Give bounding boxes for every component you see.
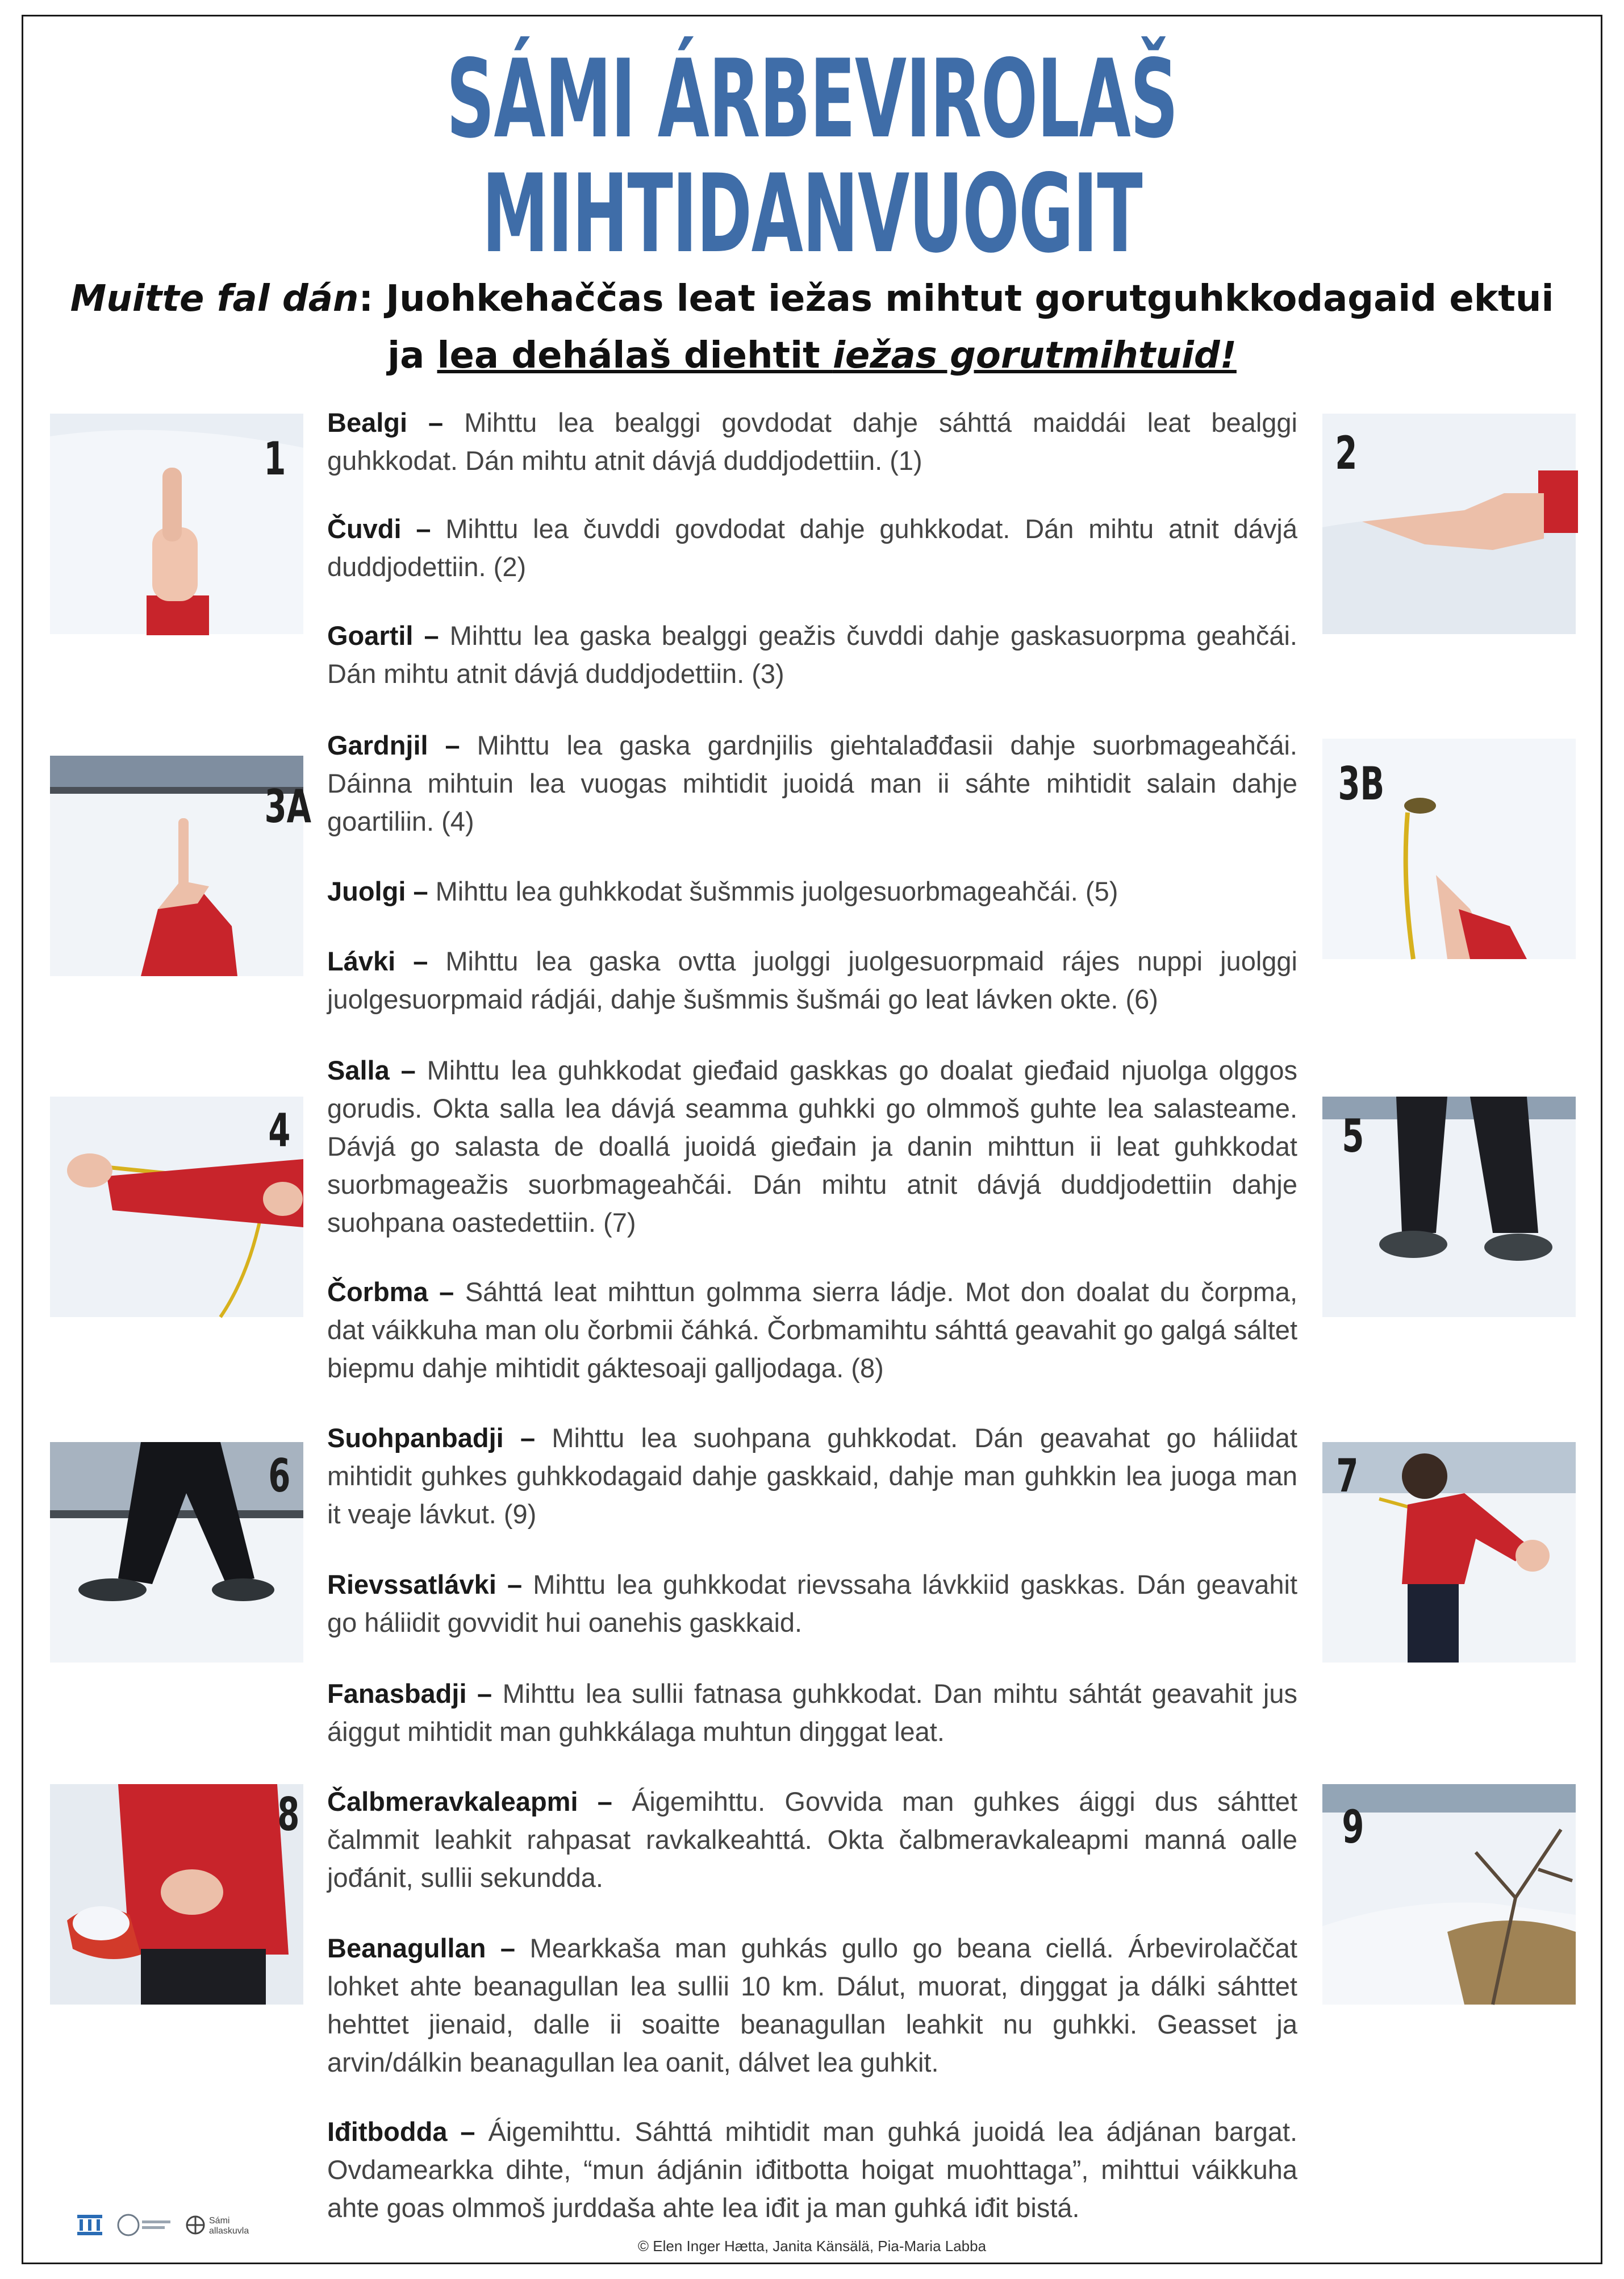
entry-salla xyxy=(327,1051,1297,1241)
entry-term: Rievssatlávki – xyxy=(327,1569,523,1599)
entry-lavki xyxy=(327,942,1297,1018)
poster-title-line-2: MIHTIDANVUOGIT xyxy=(482,151,1142,277)
entry-term: Juolgi – xyxy=(327,876,428,906)
step-photo-icon xyxy=(50,1442,303,1663)
entry-rievssatlavki xyxy=(327,1565,1297,1641)
photo-credit: © Elen Inger Hætta, Janita Känsälä, Pia-Maria Labba xyxy=(637,2238,987,2255)
subtitle-lead: Muitte fal dán xyxy=(70,278,359,320)
entry-text: Mihttu lea suohpana guhkkodat. Dán geavahat go háliidat mihtidit guhkes guhkkodagaid dahje gaskkaid, dahje man guhkkin lea juoga man it veaje lávkut. (9) xyxy=(327,1423,1297,1529)
entry-term: Suohpanbadji – xyxy=(327,1423,536,1453)
commission-emblem-icon xyxy=(116,2209,173,2241)
entry-term: Salla – xyxy=(327,1055,416,1085)
subtitle-rest: : Juohkehaččas leat iežas mihtut gorutguhkkodagaid ektui xyxy=(358,278,1554,320)
entry-term: Čalbmeravkaleapmi – xyxy=(327,1786,612,1816)
photo-4 xyxy=(50,1097,303,1317)
photo-label: 9 xyxy=(1342,1801,1364,1853)
allaskuvla-emblem-icon xyxy=(184,2209,207,2241)
entry-goartil xyxy=(327,616,1297,693)
entry-fanasbadji xyxy=(327,1674,1297,1751)
entry-suohpanbadji xyxy=(327,1419,1297,1533)
entry-text: Mihttu lea bealggi govdodat dahje sáhttá maiddái leat bealggi guhkkodat. Dán mihtu atnit dávjá duddjodettiin. (1) xyxy=(327,407,1297,476)
subtitle-ja: ja xyxy=(387,335,437,377)
entry-text: Mihttu lea gaska gardnjilis giehtalađđasii dahje suorbmageahčái. Dáinna mihtuin lea vuogas mihtidit juoidá man ii sáhte mihtidit salain dahje goartiliin. (4) xyxy=(327,730,1297,836)
entry-term: Čuvdi – xyxy=(327,514,431,544)
photo-label: 3A xyxy=(264,780,311,833)
entry-calbmeravkaleapmi xyxy=(327,1782,1297,1897)
entry-term: Goartil – xyxy=(327,620,439,651)
sami-allaskuvla-logo xyxy=(184,2209,258,2241)
entry-term: Gardnjil – xyxy=(327,730,460,760)
photo-9 xyxy=(1322,1784,1576,2005)
entry-text: Áigemihttu. Sáhttá mihtidit man guhká juoidá lea ádjánan bargat. Ovdamearkka dihte, “mun ádjánin iđitbotta hoigat muohttaga”, mihttui váikkuha ahte goas olmmoš jurddaša ahte lea iđit ja man guhká iđit bistá. xyxy=(327,2116,1298,2223)
entry-gardnjil xyxy=(327,726,1297,840)
entry-text: Mihttu lea sullii fatnasa guhkkodat. Dan mihtu sáhtát geavahit jus áiggut mihtidit man guhkkálaga muhtun diŋggat leat. xyxy=(327,1678,1297,1747)
entry-text: Mihttu lea guhkkodat šušmmis juolgesuorbmageahčái. (5) xyxy=(428,876,1118,906)
entry-text: Mihttu lea guhkkodat rievssaha lávkkiid gaskkas. Dán geavahit go háliidit govvidit hui oanehis gaskkaid. xyxy=(327,1569,1298,1638)
photo-2 xyxy=(1322,414,1576,634)
unesco-temple-icon xyxy=(76,2209,103,2241)
entry-text: Mihttu lea gaska ovtta juolggi juolgesuorpmaid rájes nuppi juolggi juolgesuorpmaid rádjái, dahje šušmmis šušmái go leat lávken okte. (6) xyxy=(327,946,1297,1014)
photo-1 xyxy=(50,414,303,634)
entry-term: Bealgi – xyxy=(327,407,444,438)
photo-label: 6 xyxy=(268,1449,291,1502)
photo-label: 1 xyxy=(264,432,286,485)
photo-7 xyxy=(1322,1442,1576,1663)
photo-label: 4 xyxy=(268,1104,291,1157)
entry-beanagullan xyxy=(327,1929,1297,2081)
fist-width-photo-icon xyxy=(1322,414,1576,634)
entry-iditbodda xyxy=(327,2113,1297,2227)
entry-text: Áigemihttu. Govvida man guhkes áiggi dus sáhttet čalmmit leahkit rahpasat ravkalkeahttá. Okta čalbmeravkaleapmi manná oalle jođánit, sullii sekundda. xyxy=(327,1786,1297,1893)
arm-span-photo-icon xyxy=(1322,1442,1576,1663)
photo-label: 5 xyxy=(1342,1110,1364,1163)
entry-text: Mihttu lea čuvddi govdodat dahje guhkkodat. Dán mihtu atnit dávjá duddjodettiin. (2) xyxy=(327,514,1297,582)
photo-6 xyxy=(50,1442,303,1663)
subtitle-emphasis: lea dehálaš diehtit xyxy=(437,335,833,377)
entry-juolgi xyxy=(327,872,1297,910)
subtitle-emphasis-italic: iežas gorutmihtuid! xyxy=(832,335,1237,377)
entry-cuvdi xyxy=(327,510,1297,586)
entry-term: Beanagullan – xyxy=(327,1933,516,1963)
entry-text: Mihttu lea guhkkodat gieđaid gaskkas go doalat gieđaid njuolga olggos gorudis. Okta salla lea dávjá seamma guhkki go olmmoš guhte lea salasteame. Dávjá go salasta de doallá juoidá gieđain ja danin mihttun ii leat guhkkodat suorbmageažis suorbmageahčái. Dán mihtu atnit dávjá duddjodettiin dahje suohpana oastedettiin. (7) xyxy=(327,1055,1297,1238)
photo-8 xyxy=(50,1784,303,2005)
entry-term: Lávki – xyxy=(327,946,428,976)
entry-term: Fanasbadji – xyxy=(327,1678,492,1709)
photo-5 xyxy=(1322,1097,1576,1317)
photo-3b xyxy=(1322,739,1576,959)
entry-text: Sáhttá leat mihttun golmma sierra ládje. Mot don doalat du čorpma, dat váikkuha man olu čorbmii čáhká. Čorbmamihtu sáhttá geavahit go galgá sáltet biepmu dahje mihtidit gáktesoaji galljodaga. (8) xyxy=(327,1277,1298,1383)
photo-label: 7 xyxy=(1336,1449,1359,1502)
entry-corbma xyxy=(327,1273,1297,1387)
allaskuvla-name: Sámi allaskuvla xyxy=(209,2216,249,2236)
entry-term: Iđitbodda – xyxy=(327,2116,475,2147)
entry-term: Čorbma – xyxy=(327,1277,454,1307)
unesco-logo xyxy=(76,2209,103,2241)
subtitle-line-1 xyxy=(57,272,1567,326)
photo-3a xyxy=(50,756,311,976)
photo-label: 2 xyxy=(1335,427,1358,480)
arm-rope-photo-icon xyxy=(50,1097,303,1317)
subtitle-line-2 xyxy=(57,328,1567,383)
cupped-hand-photo-icon xyxy=(50,1784,303,2005)
finnish-commission-logo xyxy=(116,2209,173,2241)
photo-label: 8 xyxy=(277,1788,300,1841)
poster-title-line-1: SÁMI ÁRBEVIROLAŠ xyxy=(446,36,1178,162)
entry-bealgi xyxy=(327,403,1297,480)
photo-label: 3B xyxy=(1338,757,1385,810)
entry-text: Mearkkaša man guhkás gullo go beana ciellá. Árbevirolaččat lohket ahte beanagullan lea sullii 10 km. Dálut, muorat, diŋggat ja dálki sáhttet hehttet jienaid, dalle ii soaitte beanagullan leahkit nu guhkki. Geasset ja arvin/dálkin beanagullan lea oanit, dálvet lea guhkit. xyxy=(327,1933,1297,2077)
entry-text: Mihttu lea gaska bealggi geažis čuvddi dahje gaskasuorpma geahčái. Dán mihtu atnit dávjá duddjodettiin. (3) xyxy=(327,620,1297,689)
